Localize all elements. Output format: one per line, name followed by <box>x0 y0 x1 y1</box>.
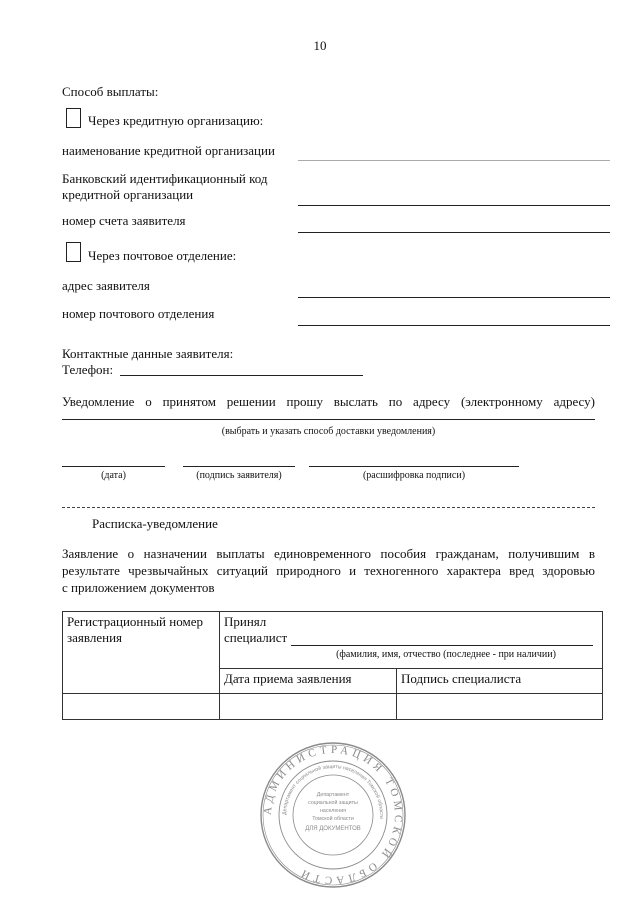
page-number: 10 <box>313 38 327 53</box>
bik-label-line2: кредитной организации <box>62 187 194 202</box>
post-checkbox[interactable] <box>66 242 81 262</box>
decoding-caption: (расшифровка подписи) <box>362 470 466 481</box>
credit-option-label: Через кредитную организацию: <box>88 113 264 128</box>
phone-field[interactable] <box>120 375 363 376</box>
credit-checkbox[interactable] <box>66 108 81 128</box>
receipt-text-line3: с приложением документов <box>62 580 215 595</box>
stamp-center-line3: населения <box>319 808 347 814</box>
accepted-label: Принял <box>224 614 267 629</box>
stamp-center-line5: ДЛЯ ДОКУМЕНТОВ <box>305 826 361 832</box>
signature-caption: (подпись заявителя) <box>196 470 282 481</box>
phone-label: Телефон: <box>62 362 114 377</box>
receipt-text-line2: результате чрезвычайных ситуаций природного и техногенного характера вред здоровью <box>62 563 595 578</box>
account-label: номер счета заявителя <box>62 213 186 228</box>
stamp-center-line4: Томской области <box>312 816 354 822</box>
date-header: Дата приема заявления <box>220 668 397 693</box>
signature-value[interactable] <box>397 694 603 720</box>
date-field[interactable] <box>62 466 165 467</box>
reg-number-cell <box>63 612 220 694</box>
decoding-field[interactable] <box>309 466 519 467</box>
post-office-label: номер почтового отделения <box>62 306 215 321</box>
bik-field[interactable] <box>298 205 610 206</box>
reg-number-value[interactable] <box>63 694 220 720</box>
notification-field[interactable] <box>62 419 595 420</box>
specialist-field[interactable] <box>291 632 593 646</box>
signature-field[interactable] <box>183 466 295 467</box>
address-field[interactable] <box>298 297 610 298</box>
official-stamp <box>258 740 408 890</box>
stamp-inner-text: Департамент социальной защиты населения Томской области <box>281 763 385 820</box>
receipt-text-line1: Заявление о назначении выплаты единовременного пособия гражданам, получившим в <box>62 546 595 561</box>
bank-name-field[interactable] <box>298 160 610 161</box>
reg-number-line2: заявления <box>67 630 123 645</box>
receipt-title: Расписка-уведомление <box>92 516 218 531</box>
stamp-center-line1: Департамент <box>316 792 350 798</box>
notification-hint: (выбрать и указать способ доставки уведомления) <box>221 426 436 437</box>
contacts-heading: Контактные данные заявителя: <box>62 346 234 361</box>
specialist-label: специалист <box>224 630 288 645</box>
cut-line <box>62 507 595 508</box>
date-caption: (дата) <box>101 470 126 481</box>
bank-name-label: наименование кредитной организации <box>62 143 275 158</box>
bik-label-line1: Банковский идентификационный код <box>62 171 268 186</box>
fio-hint: (фамилия, имя, отчество (последнее - при наличии) <box>336 649 556 660</box>
accepted-cell <box>220 612 603 669</box>
account-field[interactable] <box>298 232 610 233</box>
date-value[interactable] <box>220 694 397 720</box>
notification-text: Уведомление о принятом решении прошу выслать по адресу (электронному адресу) <box>62 394 595 409</box>
post-option-label: Через почтовое отделение: <box>88 248 237 263</box>
address-label: адрес заявителя <box>62 278 150 293</box>
signature-header: Подпись специалиста <box>397 668 603 693</box>
payment-heading: Способ выплаты: <box>62 84 159 99</box>
stamp-center-line2: социальной защиты <box>308 800 358 806</box>
reg-number-line1: Регистрационный номер <box>67 614 203 629</box>
registration-table <box>62 611 603 720</box>
stamp-outer-text: АДМИНИСТРАЦИЯ ТОМСКОЙ ОБЛАСТИ <box>261 743 405 887</box>
post-office-field[interactable] <box>298 325 610 326</box>
